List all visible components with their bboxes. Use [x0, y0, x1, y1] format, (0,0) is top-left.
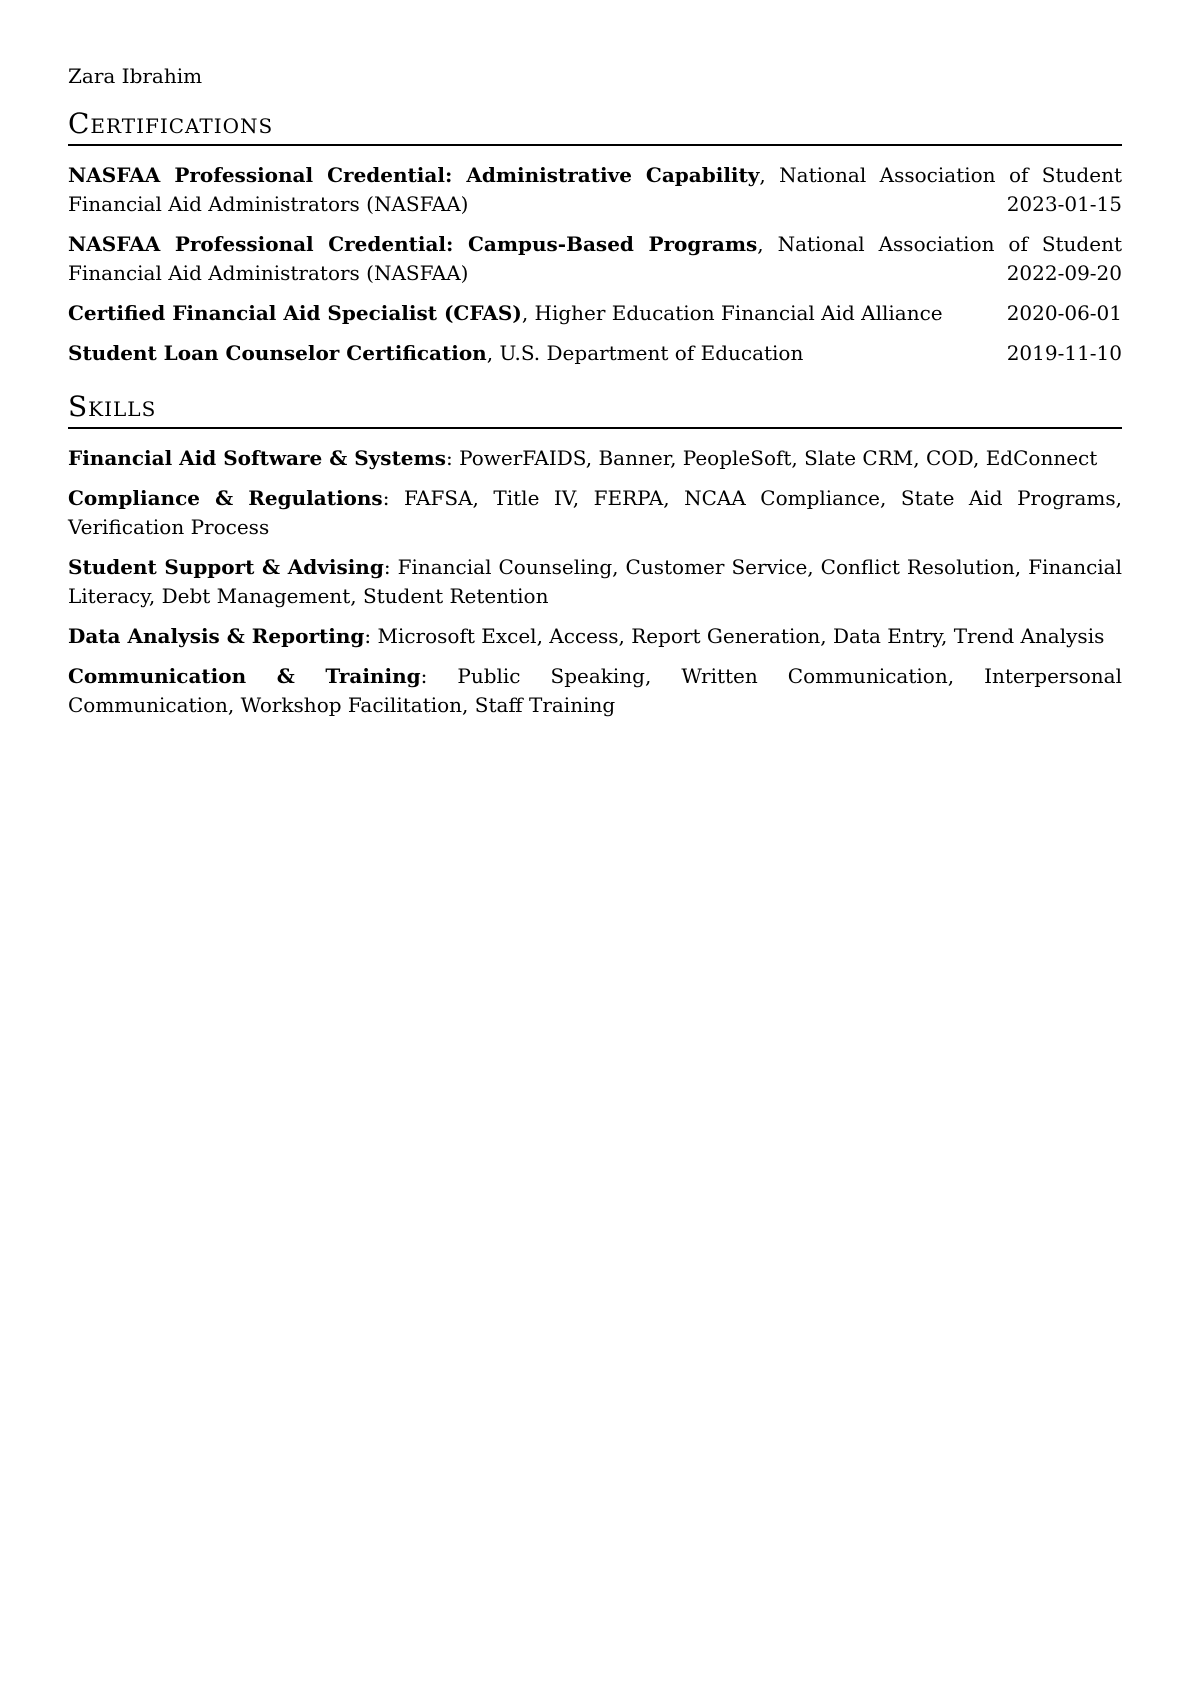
- certification-entry: [68, 230, 1122, 288]
- separator: :: [382, 486, 404, 510]
- certification-entry: [68, 299, 1122, 328]
- skill-items: PowerFAIDS, Banner, PeopleSoft, Slate CRM, COD, EdConnect: [459, 446, 1098, 470]
- section-rule-certifications: [68, 144, 1122, 146]
- separator: :: [445, 446, 460, 470]
- separator: ,: [759, 163, 780, 187]
- certification-date: 2020-06-01: [997, 299, 1122, 328]
- certification-date: 2022-09-20: [997, 259, 1122, 288]
- separator: ,: [521, 301, 535, 325]
- person-name: Zara Ibrahim: [68, 64, 203, 88]
- certification-text: [68, 161, 1122, 219]
- skill-entry: [68, 622, 1122, 651]
- skill-entry: [68, 444, 1122, 473]
- skill-category: Data Analysis & Reporting: [68, 624, 365, 648]
- section-title-certifications: Certifications: [68, 107, 274, 140]
- certification-date: 2023-01-15: [997, 190, 1122, 219]
- skill-category: Communication & Training: [68, 664, 421, 688]
- separator: :: [364, 624, 378, 648]
- certification-org: National Association of Student Financial Aid Administrators (NASFAA): [68, 232, 1122, 285]
- skill-entry: [68, 484, 1122, 542]
- certification-text: [68, 230, 1122, 288]
- skill-items: Financial Counseling, Customer Service, Conflict Resolution, Financial Literacy, Debt Management, Student Retention: [68, 555, 1122, 608]
- certification-org: U.S. Department of Education: [499, 341, 804, 365]
- certification-title: Student Loan Counselor Certification: [68, 341, 487, 365]
- certification-text: [68, 299, 1122, 328]
- separator: :: [420, 664, 458, 688]
- skill-category: Financial Aid Software & Systems: [68, 446, 446, 470]
- separator: ,: [757, 232, 778, 256]
- certification-title: NASFAA Professional Credential: Administrative Capability: [68, 163, 760, 187]
- section-rule-skills: [68, 427, 1122, 429]
- skill-items: FAFSA, Title IV, FERPA, NCAA Compliance, State Aid Programs, Verification Process: [68, 486, 1122, 539]
- certification-title: NASFAA Professional Credential: Campus-Based Programs: [68, 232, 758, 256]
- skill-entry: [68, 662, 1122, 720]
- certification-entry: [68, 161, 1122, 219]
- certification-text: [68, 339, 1122, 368]
- skill-entry: [68, 553, 1122, 611]
- skill-items: Microsoft Excel, Access, Report Generation, Data Entry, Trend Analysis: [377, 624, 1105, 648]
- separator: ,: [486, 341, 500, 365]
- certification-title: Certified Financial Aid Specialist (CFAS): [68, 301, 522, 325]
- skill-category: Compliance & Regulations: [68, 486, 383, 510]
- section-title-skills: Skills: [68, 390, 157, 423]
- certification-org: Higher Education Financial Aid Alliance: [534, 301, 943, 325]
- certification-org: National Association of Student Financial Aid Administrators (NASFAA): [68, 163, 1122, 216]
- certification-date: 2019-11-10: [997, 339, 1122, 368]
- skill-items: Public Speaking, Written Communication, Interpersonal Communication, Workshop Facilitation, Staff Training: [68, 664, 1122, 717]
- separator: :: [383, 555, 398, 579]
- resume-content: [68, 62, 1122, 720]
- skill-category: Student Support & Advising: [68, 555, 384, 579]
- certification-entry: [68, 339, 1122, 368]
